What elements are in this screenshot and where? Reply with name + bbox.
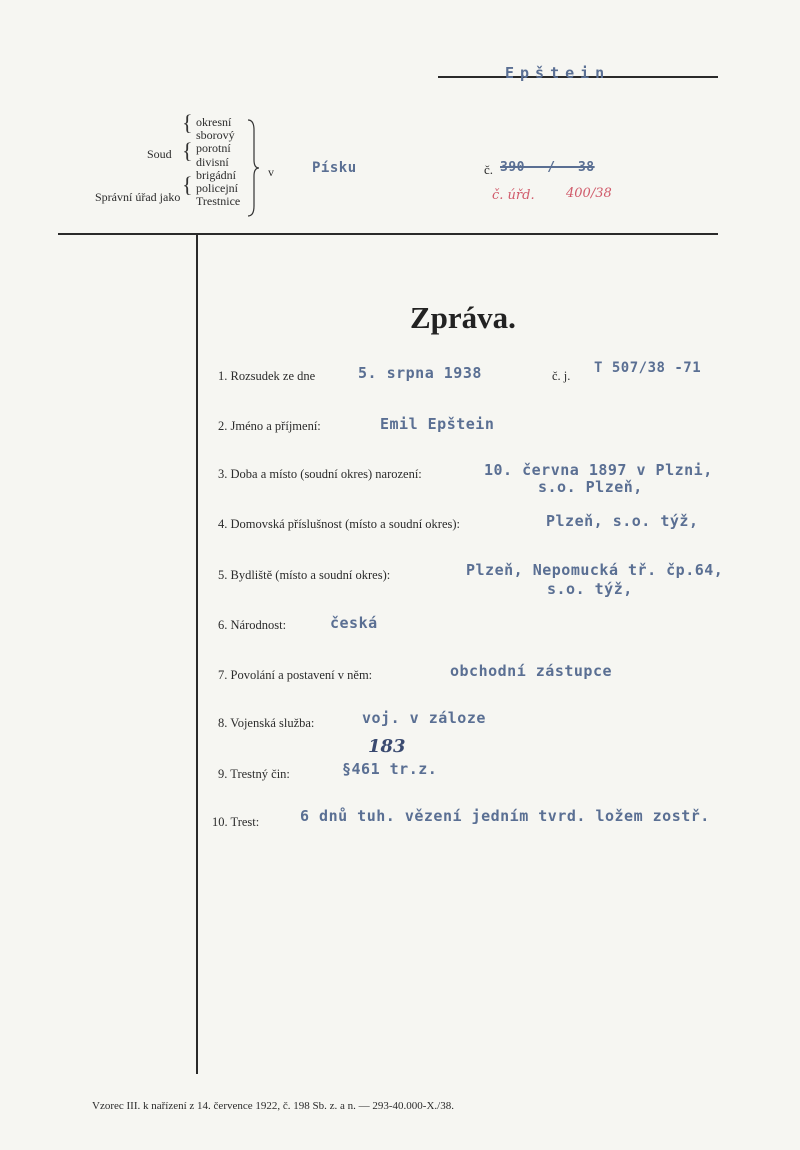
field-1-value: 5. srpna 1938 xyxy=(358,364,482,382)
court-type: brigádní xyxy=(196,167,236,182)
court-type: policejní xyxy=(196,181,238,196)
court-type: divisní xyxy=(196,154,229,169)
cislo-label: č. xyxy=(484,162,494,177)
left-brace-top: { xyxy=(182,110,193,135)
court-type: porotní xyxy=(196,141,231,156)
field-1-cj-label: č. j. xyxy=(552,369,571,383)
field-6-value: česká xyxy=(330,614,378,632)
field-2-value: Emil Epštein xyxy=(380,415,495,433)
field-7-value: obchodní zástupce xyxy=(450,662,613,680)
field-5-value: Plzeň, Nepomucká tř. čp.64, xyxy=(466,561,724,579)
field-9-value: §461 tr.z. xyxy=(342,760,438,778)
right-brace xyxy=(246,118,260,218)
court-type: okresní xyxy=(196,115,232,129)
field-8-label: 8. Vojenská služba: xyxy=(218,716,315,730)
field-2-label: 2. Jméno a příjmení: xyxy=(218,419,321,433)
court-types-list xyxy=(196,116,240,208)
hand-note-number: 400/38 xyxy=(566,186,612,201)
field-10-value: 6 dnů tuh. vězení jedním tvrd. ložem zostř. xyxy=(300,807,710,825)
cislo-struck: 390 / 38 xyxy=(500,160,595,175)
soud-label: Soud xyxy=(147,147,172,161)
court-type: sborový xyxy=(196,128,235,143)
left-brace-bottom: { xyxy=(182,172,193,197)
v-label: v xyxy=(268,165,274,179)
field-5-value-line2: s.o. týž, xyxy=(547,580,633,598)
field-5-label: 5. Bydliště (místo a soudní okres): xyxy=(218,568,391,582)
header-name: Epštein xyxy=(505,64,611,82)
field-10-label: 10. Trest: xyxy=(212,815,260,829)
field-4-value: Plzeň, s.o. týž, xyxy=(546,512,699,530)
field-6-label: 6. Národnost: xyxy=(218,618,287,632)
field-9-label: 9. Trestný čin: xyxy=(218,767,290,781)
left-margin-rule xyxy=(196,234,198,1074)
hand-note-urad: č. úřd. xyxy=(492,188,535,203)
field-3-value: 10. června 1897 v Plzni, xyxy=(484,461,713,479)
field-9-hand-number: 183 xyxy=(368,736,406,757)
left-brace-mid: { xyxy=(182,138,193,163)
page-title: Zpráva. xyxy=(410,300,516,335)
field-8-value: voj. v záloze xyxy=(362,709,486,727)
footer-form-note: Vzorec III. k nařízení z 14. července 1922, č. 198 Sb. z. a n. — 293-40.000-X./38. xyxy=(92,1100,454,1112)
header-rule xyxy=(58,233,718,235)
field-1-cj-value: T 507/38 -71 xyxy=(594,360,702,376)
court-type: Trestnice xyxy=(196,194,241,209)
field-7-label: 7. Povolání a postavení v něm: xyxy=(218,668,373,682)
field-3-value-line2: s.o. Plzeň, xyxy=(538,478,643,496)
spravni-urad-label: Správní úřad jako xyxy=(95,190,181,204)
field-1-label: 1. Rozsudek ze dne xyxy=(218,369,316,383)
place-name: Písku xyxy=(312,160,357,176)
field-4-label: 4. Domovská příslušnost (místo a soudní okres): xyxy=(218,517,461,531)
field-3-label: 3. Doba a místo (soudní okres) narození: xyxy=(218,467,422,481)
